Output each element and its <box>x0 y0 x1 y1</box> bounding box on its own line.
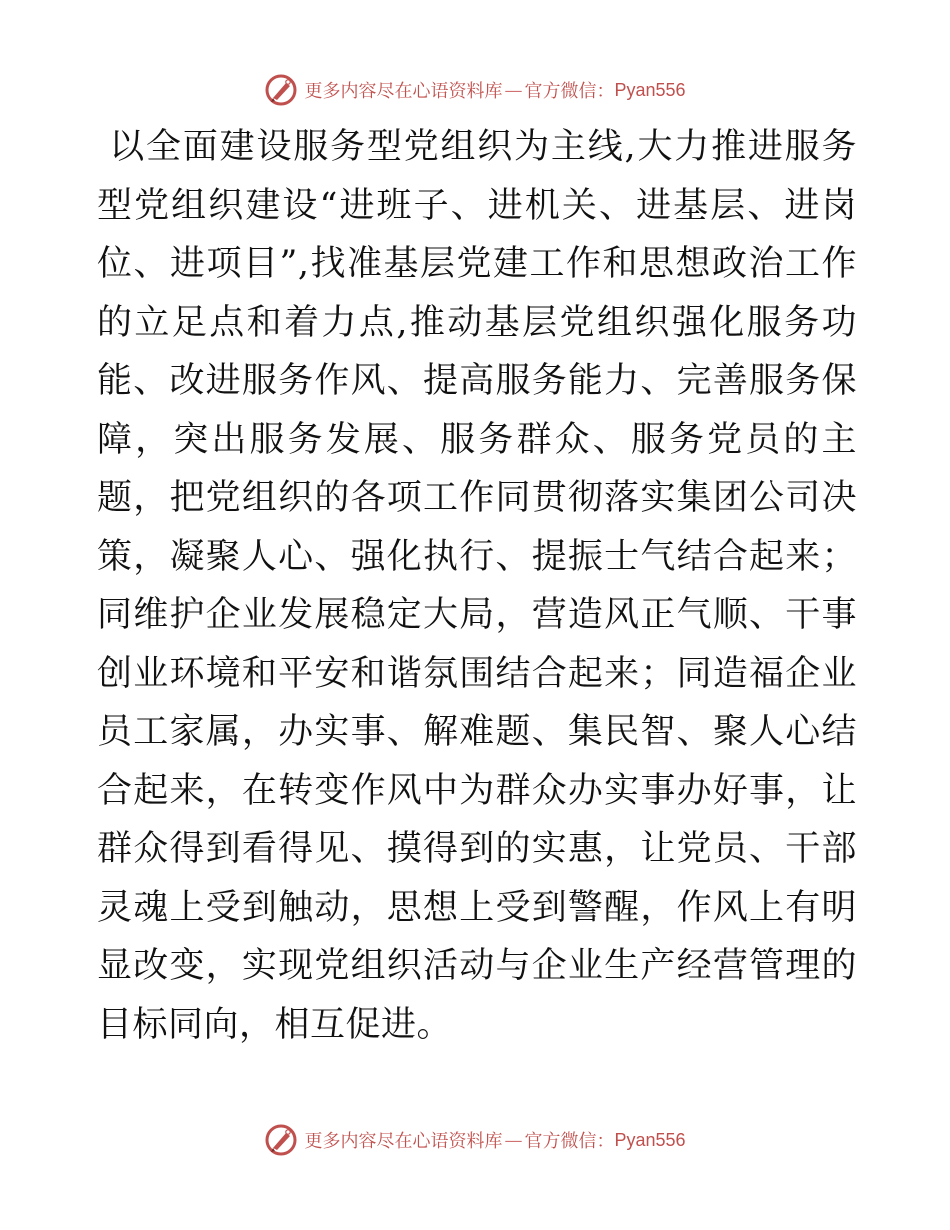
banner-main-text: 更多内容尽在心语资料库 <box>304 1131 503 1152</box>
banner-wechat-id: Pyan556 <box>614 1129 686 1150</box>
banner-wechat-label: 官方微信： <box>524 1131 615 1152</box>
banner-wechat-id: Pyan556 <box>614 79 686 100</box>
footer-watermark-banner <box>0 1122 950 1158</box>
header-watermark-banner <box>0 72 950 108</box>
banner-wechat-label: 官方微信： <box>524 81 615 102</box>
banner-separator: — <box>504 1129 523 1151</box>
banner-separator: — <box>504 79 523 101</box>
body-paragraph: 以全面建设服务型党组织为主线,大力推进服务型党组织建设“进班子、进机关、进基层、进岗位、进项目”,找准基层党建工作和思想政治工作的立足点和着力点,推动基层党组织强化服务功能、改进服务作风、提高服务能力、完善服务保障，突出服务发展、服务群众、服务党员的主题，把党组织的各项工作同贯彻落实集团公司决策，凝聚人心、强化执行、提振士气结合起来；同维护企业发展稳定大局，营造风正气顺、干事创业环境和平安和谐氛围结合起来；同造福企业员工家属，办实事、解难题、集民智、聚人心结合起来，在转变作风中为群众办实事办好事，让群众得到看得见、摸得到的实惠，让党员、干部灵魂上受到触动，思想上受到警醒，作风上有明显改变，实现党组织活动与企业生产经营管理的目标同向，相互促进。 <box>97 127 857 1045</box>
pen-circle-logo-icon <box>264 73 298 107</box>
pen-circle-logo-icon <box>264 1123 298 1157</box>
banner-main-text: 更多内容尽在心语资料库 <box>304 81 503 102</box>
